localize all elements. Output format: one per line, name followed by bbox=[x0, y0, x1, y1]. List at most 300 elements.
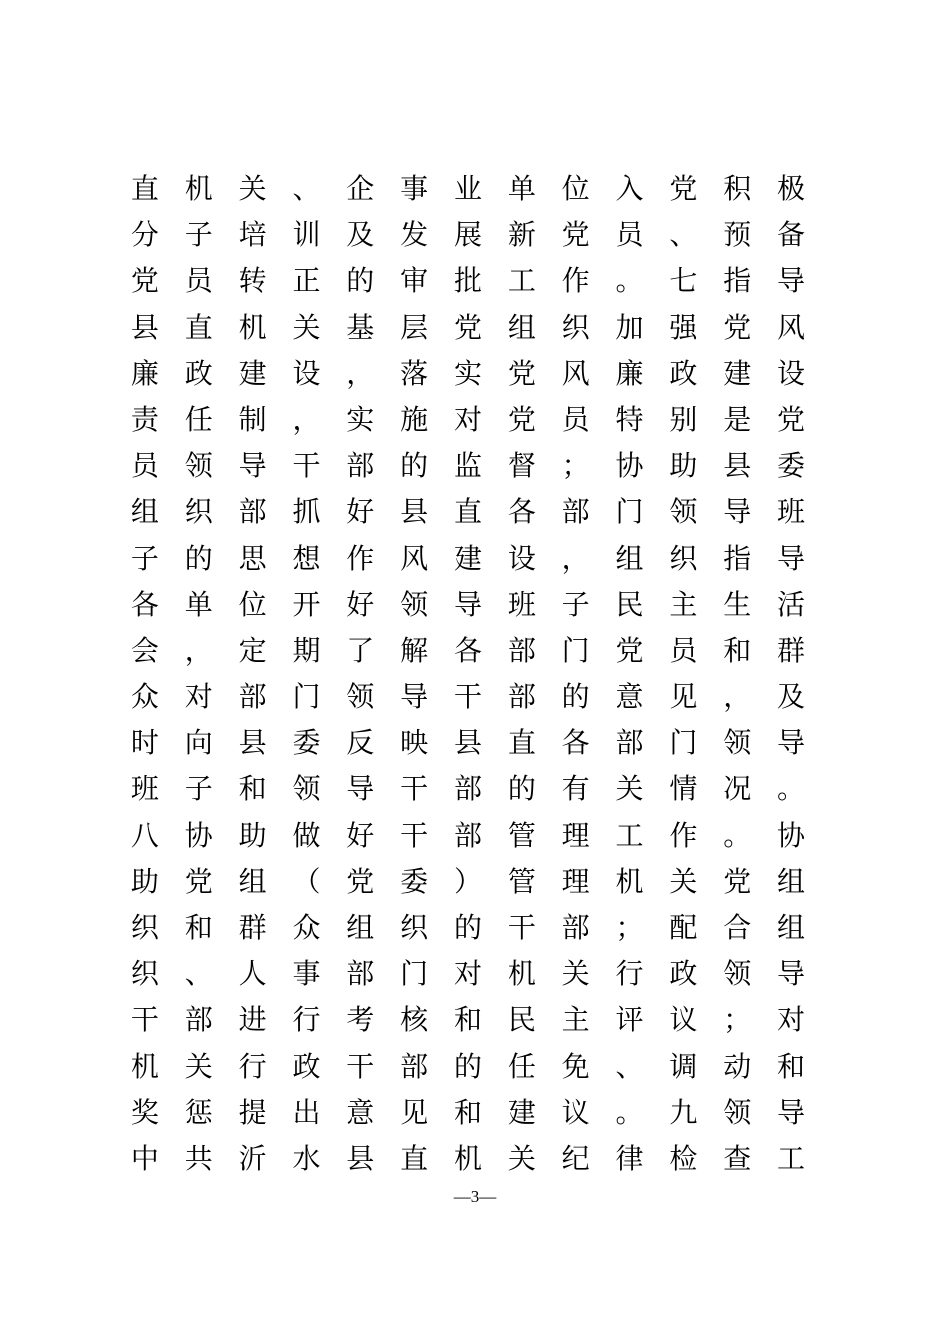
text-char: 子 bbox=[561, 587, 590, 621]
text-char: 干 bbox=[453, 680, 482, 714]
text-char: 事 bbox=[400, 172, 429, 205]
text-char: 县 bbox=[400, 495, 429, 529]
text-char: 配 bbox=[669, 911, 698, 944]
text-char: 免 bbox=[561, 1049, 590, 1083]
text-char: 机 bbox=[130, 1049, 159, 1083]
text-char: 奖 bbox=[130, 1095, 159, 1129]
text-char: 工 bbox=[615, 818, 644, 852]
text-char: 和 bbox=[184, 911, 213, 944]
text-char: 展 bbox=[453, 218, 482, 252]
text-char: 设 bbox=[507, 541, 536, 575]
text-char: 党 bbox=[561, 218, 590, 252]
text-char: 开 bbox=[292, 587, 321, 621]
text-line bbox=[118, 628, 818, 674]
text-char: 党 bbox=[453, 310, 482, 344]
text-line bbox=[118, 489, 818, 535]
text-char: 风 bbox=[777, 310, 806, 344]
text-char: 班 bbox=[130, 772, 159, 806]
text-char: 。 bbox=[777, 772, 806, 806]
text-char: 组 bbox=[346, 911, 375, 944]
text-char: 和 bbox=[723, 633, 752, 667]
text-char: 县 bbox=[346, 1141, 375, 1175]
text-char: 县 bbox=[453, 726, 482, 760]
text-char: 查 bbox=[723, 1141, 752, 1175]
text-char: 监 bbox=[453, 449, 482, 483]
text-char: 向 bbox=[184, 726, 213, 760]
text-char: 政 bbox=[184, 356, 213, 390]
text-char: 民 bbox=[507, 1003, 536, 1037]
text-char: 考 bbox=[346, 1003, 375, 1037]
text-char: 入 bbox=[615, 172, 644, 205]
text-char: 和 bbox=[238, 772, 267, 806]
text-char: 作 bbox=[561, 264, 590, 298]
text-char: 设 bbox=[777, 356, 806, 390]
text-char: ； bbox=[723, 1003, 752, 1037]
text-char: 设 bbox=[292, 356, 321, 390]
text-line bbox=[118, 905, 818, 951]
text-line bbox=[118, 1090, 818, 1136]
text-char: 党 bbox=[507, 356, 536, 390]
text-char: 沂 bbox=[238, 1141, 267, 1175]
text-char: 干 bbox=[507, 911, 536, 944]
text-char: 领 bbox=[723, 1095, 752, 1129]
text-char: 干 bbox=[400, 772, 429, 806]
text-char: 门 bbox=[615, 495, 644, 529]
text-char: 单 bbox=[184, 587, 213, 621]
text-char: 检 bbox=[669, 1141, 698, 1175]
text-char: 领 bbox=[723, 957, 752, 991]
text-char: 领 bbox=[184, 449, 213, 483]
text-char: 位 bbox=[561, 172, 590, 205]
text-char: 积 bbox=[723, 172, 752, 205]
text-char: 落 bbox=[400, 356, 429, 390]
text-line bbox=[118, 351, 818, 397]
text-char: 实 bbox=[453, 356, 482, 390]
text-char: 加 bbox=[615, 310, 644, 344]
text-line bbox=[118, 859, 818, 905]
text-char: 正 bbox=[292, 264, 321, 298]
text-char: 部 bbox=[346, 449, 375, 483]
text-char: 导 bbox=[777, 726, 806, 760]
text-char: 层 bbox=[400, 310, 429, 344]
text-char: 协 bbox=[777, 818, 806, 852]
text-line bbox=[118, 766, 818, 812]
text-char: 组 bbox=[130, 495, 159, 529]
text-char: 子 bbox=[130, 541, 159, 575]
text-char: 领 bbox=[723, 726, 752, 760]
text-char: 织 bbox=[400, 911, 429, 944]
text-char: 子 bbox=[184, 218, 213, 252]
text-char: 委 bbox=[777, 449, 806, 483]
text-char: 行 bbox=[615, 957, 644, 991]
text-char: 中 bbox=[130, 1141, 159, 1175]
text-char: 助 bbox=[238, 818, 267, 852]
text-char: 导 bbox=[777, 1095, 806, 1129]
text-char: 党 bbox=[346, 864, 375, 898]
text-char: 生 bbox=[723, 587, 752, 621]
text-char: 想 bbox=[292, 541, 321, 575]
text-char: 干 bbox=[130, 1003, 159, 1037]
text-char: 部 bbox=[346, 957, 375, 991]
text-char: 人 bbox=[238, 957, 267, 991]
text-char: 转 bbox=[238, 264, 267, 298]
text-char: 进 bbox=[238, 1003, 267, 1037]
text-char: 行 bbox=[292, 1003, 321, 1037]
text-char: 机 bbox=[453, 1141, 482, 1175]
text-char: 部 bbox=[615, 726, 644, 760]
text-char: 核 bbox=[400, 1003, 429, 1037]
text-line bbox=[118, 305, 818, 351]
text-char: 机 bbox=[507, 957, 536, 991]
text-char: 直 bbox=[400, 1141, 429, 1175]
text-char: 组 bbox=[615, 541, 644, 575]
text-char: 业 bbox=[453, 172, 482, 205]
text-char: 各 bbox=[561, 726, 590, 760]
text-line bbox=[118, 212, 818, 258]
text-char: ， bbox=[561, 541, 590, 575]
text-char: 干 bbox=[346, 1049, 375, 1083]
text-char: 的 bbox=[184, 541, 213, 575]
text-line bbox=[118, 397, 818, 443]
text-char: 好 bbox=[346, 495, 375, 529]
text-line bbox=[118, 1044, 818, 1090]
text-char: 企 bbox=[346, 172, 375, 205]
text-char: 领 bbox=[346, 680, 375, 714]
text-char: ， bbox=[723, 680, 752, 714]
text-char: 党 bbox=[723, 310, 752, 344]
text-char: 任 bbox=[507, 1049, 536, 1083]
text-char: 映 bbox=[400, 726, 429, 760]
text-char: 分 bbox=[130, 218, 159, 252]
text-char: 政 bbox=[669, 356, 698, 390]
text-char: 县 bbox=[723, 449, 752, 483]
text-char: 党 bbox=[507, 402, 536, 436]
text-char: 对 bbox=[453, 957, 482, 991]
text-char: 员 bbox=[615, 218, 644, 252]
text-char: 、 bbox=[292, 172, 321, 205]
text-char: 况 bbox=[723, 772, 752, 806]
text-char: 组 bbox=[507, 310, 536, 344]
text-char: 意 bbox=[346, 1095, 375, 1129]
text-char: 培 bbox=[238, 218, 267, 252]
text-char: 县 bbox=[130, 310, 159, 344]
text-char: 律 bbox=[615, 1141, 644, 1175]
text-char: 主 bbox=[561, 1003, 590, 1037]
text-char: 党 bbox=[615, 633, 644, 667]
text-char: 导 bbox=[453, 587, 482, 621]
text-char: 党 bbox=[184, 864, 213, 898]
text-char: 会 bbox=[130, 633, 159, 667]
text-char: 干 bbox=[292, 449, 321, 483]
text-char: 惩 bbox=[184, 1095, 213, 1129]
text-char: 组 bbox=[777, 911, 806, 944]
text-char: 委 bbox=[400, 864, 429, 898]
text-char: 和 bbox=[453, 1003, 482, 1037]
text-char: 对 bbox=[453, 402, 482, 436]
text-char: 指 bbox=[723, 541, 752, 575]
text-char: 、 bbox=[669, 218, 698, 252]
text-char: 议 bbox=[669, 1003, 698, 1037]
text-line bbox=[118, 674, 818, 720]
text-char: 门 bbox=[561, 633, 590, 667]
text-char: 关 bbox=[238, 172, 267, 205]
text-char: 评 bbox=[615, 1003, 644, 1037]
text-line bbox=[118, 166, 818, 212]
text-char: 单 bbox=[507, 172, 536, 205]
text-char: 意 bbox=[615, 680, 644, 714]
text-char: 水 bbox=[292, 1141, 321, 1175]
text-char: 做 bbox=[292, 818, 321, 852]
text-char: 关 bbox=[292, 310, 321, 344]
text-char: （ bbox=[292, 864, 321, 898]
text-char: 门 bbox=[669, 726, 698, 760]
text-char: 审 bbox=[400, 264, 429, 298]
text-char: ； bbox=[615, 911, 644, 944]
text-char: 的 bbox=[507, 772, 536, 806]
text-char: 。 bbox=[615, 264, 644, 298]
text-char: ； bbox=[561, 449, 590, 483]
text-char: 管 bbox=[507, 864, 536, 898]
text-char: 部 bbox=[507, 633, 536, 667]
text-char: 群 bbox=[238, 911, 267, 944]
text-char: 思 bbox=[238, 541, 267, 575]
text-char: 合 bbox=[723, 911, 752, 944]
text-char: 。 bbox=[723, 818, 752, 852]
text-char: 议 bbox=[561, 1095, 590, 1129]
text-char: 织 bbox=[669, 541, 698, 575]
text-char: 廉 bbox=[130, 356, 159, 390]
text-char: 子 bbox=[184, 772, 213, 806]
text-char: 员 bbox=[561, 402, 590, 436]
text-char: 导 bbox=[777, 541, 806, 575]
text-char: 部 bbox=[561, 911, 590, 944]
text-char: 管 bbox=[507, 818, 536, 852]
text-char: 理 bbox=[561, 818, 590, 852]
text-char: 直 bbox=[184, 310, 213, 344]
text-char: 风 bbox=[400, 541, 429, 575]
text-char: 部 bbox=[238, 680, 267, 714]
text-char: 导 bbox=[238, 449, 267, 483]
text-char: 风 bbox=[561, 356, 590, 390]
text-char: 别 bbox=[669, 402, 698, 436]
text-char: 理 bbox=[561, 864, 590, 898]
text-char: 定 bbox=[238, 633, 267, 667]
text-char: 责 bbox=[130, 402, 159, 436]
text-line bbox=[118, 813, 818, 859]
text-char: 见 bbox=[669, 680, 698, 714]
text-char: 了 bbox=[346, 633, 375, 667]
text-char: 部 bbox=[453, 818, 482, 852]
text-char: 建 bbox=[723, 356, 752, 390]
text-char: 的 bbox=[400, 449, 429, 483]
text-char: 、 bbox=[615, 1049, 644, 1083]
text-char: 备 bbox=[777, 218, 806, 252]
text-char: 的 bbox=[453, 1049, 482, 1083]
text-char: 反 bbox=[346, 726, 375, 760]
text-char: 助 bbox=[669, 449, 698, 483]
text-char: 位 bbox=[238, 587, 267, 621]
text-char: 领 bbox=[400, 587, 429, 621]
text-char: 见 bbox=[400, 1095, 429, 1129]
text-char: 强 bbox=[669, 310, 698, 344]
text-char: 发 bbox=[400, 218, 429, 252]
text-char: 助 bbox=[130, 864, 159, 898]
text-char: 作 bbox=[669, 818, 698, 852]
text-char: 期 bbox=[292, 633, 321, 667]
text-char: 员 bbox=[669, 633, 698, 667]
text-char: 关 bbox=[507, 1141, 536, 1175]
text-char: 事 bbox=[292, 957, 321, 991]
text-line bbox=[118, 443, 818, 489]
text-char: 的 bbox=[346, 264, 375, 298]
text-char: 对 bbox=[777, 1003, 806, 1037]
text-char: 工 bbox=[777, 1141, 806, 1175]
text-char: 和 bbox=[453, 1095, 482, 1129]
text-char: 部 bbox=[238, 495, 267, 529]
text-char: 情 bbox=[669, 772, 698, 806]
text-char: 好 bbox=[346, 587, 375, 621]
text-char: 组 bbox=[777, 864, 806, 898]
text-char: 及 bbox=[777, 680, 806, 714]
text-char: 抓 bbox=[292, 495, 321, 529]
page-number: —3— bbox=[453, 1187, 497, 1206]
text-char: 督 bbox=[507, 449, 536, 483]
text-char: 导 bbox=[723, 495, 752, 529]
text-char: 导 bbox=[777, 957, 806, 991]
text-char: 制 bbox=[238, 402, 267, 436]
text-char: 出 bbox=[292, 1095, 321, 1129]
text-line bbox=[118, 951, 818, 997]
text-line bbox=[118, 582, 818, 628]
text-char: 导 bbox=[346, 772, 375, 806]
text-char: 各 bbox=[453, 633, 482, 667]
text-char: 关 bbox=[669, 864, 698, 898]
text-char: 好 bbox=[346, 818, 375, 852]
text-char: 关 bbox=[615, 772, 644, 806]
text-char: 对 bbox=[184, 680, 213, 714]
text-char: 建 bbox=[238, 356, 267, 390]
text-char: 及 bbox=[346, 218, 375, 252]
text-char: 活 bbox=[777, 587, 806, 621]
text-char: 员 bbox=[130, 449, 159, 483]
text-char: 作 bbox=[346, 541, 375, 575]
text-char: 党 bbox=[723, 864, 752, 898]
text-char: 建 bbox=[453, 541, 482, 575]
text-char: 员 bbox=[184, 264, 213, 298]
text-char: 、 bbox=[184, 957, 213, 991]
text-char: 和 bbox=[777, 1049, 806, 1083]
text-char: 班 bbox=[507, 587, 536, 621]
text-char: 领 bbox=[292, 772, 321, 806]
text-char: 党 bbox=[130, 264, 159, 298]
text-line bbox=[118, 997, 818, 1043]
text-char: 领 bbox=[669, 495, 698, 529]
text-char: 关 bbox=[561, 957, 590, 991]
text-char: 机 bbox=[184, 172, 213, 205]
text-char: 民 bbox=[615, 587, 644, 621]
text-char: 调 bbox=[669, 1049, 698, 1083]
text-char: 的 bbox=[453, 911, 482, 944]
text-char: 八 bbox=[130, 818, 159, 852]
text-char: 七 bbox=[669, 264, 698, 298]
text-char: 。 bbox=[615, 1095, 644, 1129]
text-char: 工 bbox=[507, 264, 536, 298]
text-char: ， bbox=[292, 402, 321, 436]
text-line bbox=[118, 536, 818, 582]
text-char: 各 bbox=[507, 495, 536, 529]
text-char: 建 bbox=[507, 1095, 536, 1129]
text-char: 机 bbox=[238, 310, 267, 344]
text-char: 部 bbox=[453, 772, 482, 806]
text-char: 导 bbox=[400, 680, 429, 714]
text-char: 织 bbox=[130, 911, 159, 944]
text-char: 批 bbox=[453, 264, 482, 298]
text-char: 部 bbox=[561, 495, 590, 529]
text-char: 直 bbox=[453, 495, 482, 529]
text-char: 指 bbox=[723, 264, 752, 298]
text-char: ） bbox=[453, 864, 482, 898]
text-char: 协 bbox=[184, 818, 213, 852]
text-line bbox=[118, 720, 818, 766]
text-char: 织 bbox=[561, 310, 590, 344]
text-char: 行 bbox=[238, 1049, 267, 1083]
text-char: 有 bbox=[561, 772, 590, 806]
text-char: ， bbox=[184, 633, 213, 667]
body-text bbox=[118, 166, 818, 1182]
text-char: 各 bbox=[130, 587, 159, 621]
text-char: 新 bbox=[507, 218, 536, 252]
text-char: 导 bbox=[777, 264, 806, 298]
text-char: 织 bbox=[130, 957, 159, 991]
text-char: 班 bbox=[777, 495, 806, 529]
text-char: 特 bbox=[615, 402, 644, 436]
text-char: 群 bbox=[777, 633, 806, 667]
text-char: 关 bbox=[184, 1049, 213, 1083]
text-line bbox=[118, 258, 818, 304]
text-char: 政 bbox=[669, 957, 698, 991]
text-char: 的 bbox=[561, 680, 590, 714]
text-char: 县 bbox=[238, 726, 267, 760]
text-char: 委 bbox=[292, 726, 321, 760]
text-char: 直 bbox=[130, 172, 159, 205]
text-char: 党 bbox=[777, 402, 806, 436]
text-char: 是 bbox=[723, 402, 752, 436]
text-char: 九 bbox=[669, 1095, 698, 1129]
text-char: 机 bbox=[615, 864, 644, 898]
text-char: 共 bbox=[184, 1141, 213, 1175]
text-char: 训 bbox=[292, 218, 321, 252]
text-char: 时 bbox=[130, 726, 159, 760]
text-char: 廉 bbox=[615, 356, 644, 390]
text-char: 施 bbox=[400, 402, 429, 436]
text-char: 党 bbox=[669, 172, 698, 205]
text-char: 任 bbox=[184, 402, 213, 436]
text-char: 组 bbox=[238, 864, 267, 898]
text-char: 众 bbox=[130, 680, 159, 714]
text-char: 极 bbox=[777, 172, 806, 205]
text-char: 动 bbox=[723, 1049, 752, 1083]
text-char: 门 bbox=[292, 680, 321, 714]
text-char: 部 bbox=[507, 680, 536, 714]
text-char: 政 bbox=[292, 1049, 321, 1083]
text-char: 干 bbox=[400, 818, 429, 852]
text-char: 纪 bbox=[561, 1141, 590, 1175]
text-char: 主 bbox=[669, 587, 698, 621]
text-char: 基 bbox=[346, 310, 375, 344]
text-char: 预 bbox=[723, 218, 752, 252]
text-char: 织 bbox=[184, 495, 213, 529]
text-char: 解 bbox=[400, 633, 429, 667]
